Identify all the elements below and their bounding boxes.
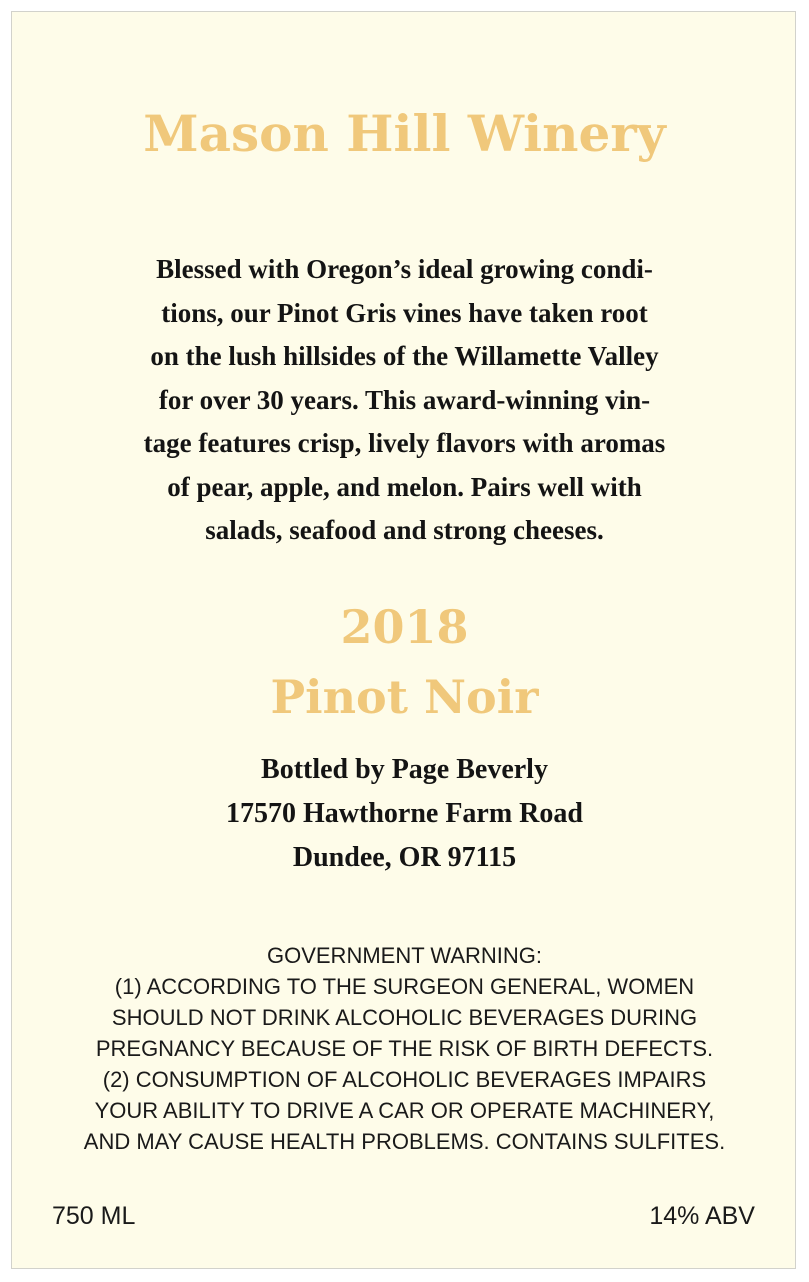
description-line: tions, our Pinot Gris vines have taken root [161,297,648,328]
government-warning [12,940,797,1157]
wine-description [92,248,717,553]
bottler-info [12,748,797,880]
warning-line: YOUR ABILITY TO DRIVE A CAR OR OPERATE MACHINERY, [94,1098,715,1123]
warning-line: GOVERNMENT WARNING: [266,943,542,968]
winery-name: Mason Hill Winery [143,104,666,163]
warning-line: PREGNANCY BECAUSE OF THE RISK OF BIRTH DEFECTS. [95,1036,714,1061]
bottler-city: Dundee, OR 97115 [292,842,517,873]
vintage-year: 2018 [340,600,469,654]
description-line: on the lush hillsides of the Willamette Valley [150,341,659,371]
bottler-name: Bottled by Page Beverly [261,754,548,785]
bottle-volume: 750 ML [52,1202,136,1230]
wine-label [11,11,796,1269]
warning-line: SHOULD NOT DRINK ALCOHOLIC BEVERAGES DURING [111,1005,698,1030]
description-line: tage features crisp, lively flavors with aromas [143,428,666,458]
alcohol-by-volume: 14% ABV [649,1202,755,1230]
description-line: salads, seafood and strong cheeses. [205,515,604,545]
warning-line: (1) ACCORDING TO THE SURGEON GENERAL, WOMEN [114,974,695,999]
warning-line: (2) CONSUMPTION OF ALCOHOLIC BEVERAGES IMPAIRS [102,1067,707,1092]
wine-varietal: Pinot Noir [270,670,539,724]
warning-line: AND MAY CAUSE HEALTH PROBLEMS. CONTAINS SULFITES. [83,1129,726,1154]
description-line: for over 30 years. This award-winning vin- [158,384,651,415]
bottler-street: 17570 Hawthorne Farm Road [226,798,583,829]
description-line: Blessed with Oregon’s ideal growing condi- [156,254,653,284]
description-line: of pear, apple, and melon. Pairs well with [167,471,642,502]
